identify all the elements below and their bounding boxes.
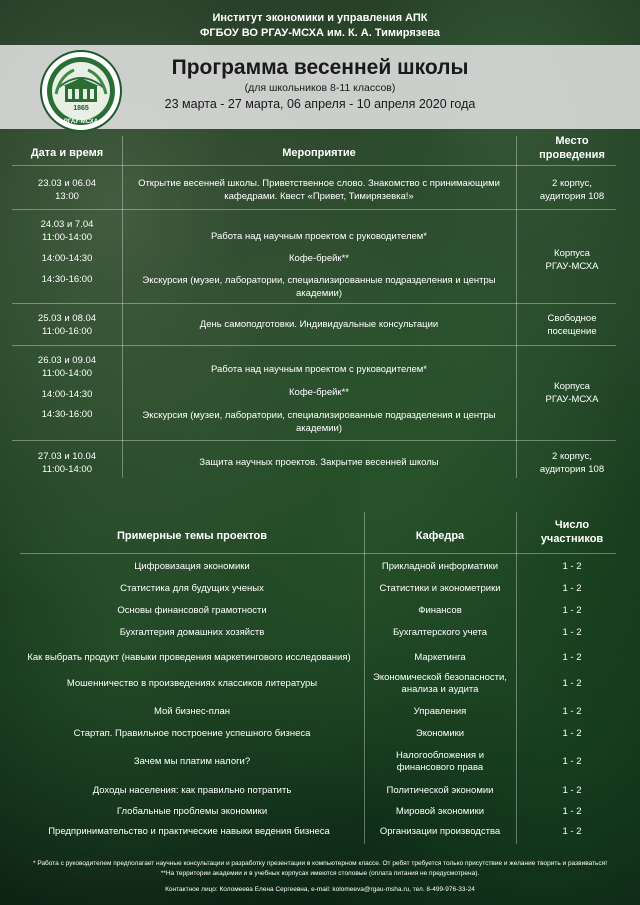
project-topic: Основы финансовой грамотности bbox=[117, 605, 267, 616]
schedule-row-1-date bbox=[12, 177, 122, 203]
place-line: аудитория 108 bbox=[539, 464, 605, 475]
schedule-row-2-date bbox=[12, 218, 122, 244]
institute-line-1: Институт экономики и управления АПК bbox=[212, 12, 428, 24]
place-line: Свободное bbox=[547, 313, 597, 324]
schedule-row-3-date bbox=[12, 312, 122, 338]
place-line: аудитория 108 bbox=[539, 191, 605, 202]
date-line: 24.03 и 7.04 bbox=[40, 219, 94, 230]
project-count: 1 - 2 bbox=[562, 806, 582, 817]
project-count: 1 - 2 bbox=[562, 561, 582, 572]
header-date: Дата и время bbox=[30, 147, 104, 159]
time-line: 13:00 bbox=[55, 191, 79, 202]
footnote-2: **На территории академии и в учебных корпусах имеются столовые (оплата питания не предусмотрена). bbox=[160, 870, 480, 877]
project-dept: Налогообложения и финансового права bbox=[395, 750, 485, 773]
schedule-row-5-date bbox=[12, 450, 122, 476]
project-topic: Бухгалтерия домашних хозяйств bbox=[119, 627, 265, 638]
date-line: 26.03 и 09.04 bbox=[37, 355, 97, 366]
schedule-row-2-event-1: Работа над научным проектом с руководителем* bbox=[210, 231, 428, 242]
project-topic: Глобальные проблемы экономики bbox=[116, 806, 268, 817]
header-place-line-2: проведения bbox=[539, 149, 605, 161]
schedule-rule bbox=[12, 345, 616, 346]
schedule-row-4-event-3: Экскурсия (музеи, лаборатории, специализированные подразделения и центры академии) bbox=[142, 410, 496, 434]
project-count: 1 - 2 bbox=[562, 756, 582, 767]
project-count: 1 - 2 bbox=[562, 627, 582, 638]
page-title: Программа весенней школы bbox=[171, 56, 469, 79]
schedule-rule bbox=[12, 165, 616, 166]
place-line: 2 корпус, bbox=[552, 451, 592, 462]
project-topic: Предпринимательство и практические навыки ведения бизнеса bbox=[48, 826, 330, 837]
place-line: РГАУ-МСХА bbox=[545, 261, 599, 272]
schedule-row-5-place bbox=[516, 450, 628, 476]
project-topic: Зачем мы платим налоги? bbox=[133, 756, 251, 767]
schedule-row-4-time-3: 14:30-16:00 bbox=[41, 409, 93, 420]
schedule-row-4-date bbox=[12, 354, 122, 380]
schedule-row-1-place bbox=[516, 177, 628, 203]
date-line: 25.03 и 08.04 bbox=[37, 313, 97, 324]
header-event: Мероприятие bbox=[282, 147, 356, 159]
projects-header-rule bbox=[20, 553, 616, 554]
schedule-rule bbox=[12, 303, 616, 304]
project-topic: Как выбрать продукт (навыки проведения маркетингового исследования) bbox=[27, 652, 351, 663]
time-line: 11:00-14:00 bbox=[41, 368, 92, 379]
schedule-row-2-event-2: Кофе-брейк** bbox=[289, 253, 349, 264]
schedule-divider-1 bbox=[122, 136, 123, 478]
schedule-row-2-event-3: Экскурсия (музеи, лаборатории, специализированные подразделения и центры академии) bbox=[142, 275, 496, 299]
place-line: Корпуса bbox=[554, 248, 590, 259]
project-topic: Стартап. Правильное построение успешного бизнеса bbox=[73, 728, 311, 739]
header-count-line-2: участников bbox=[540, 533, 604, 545]
place-line: 2 корпус, bbox=[552, 178, 592, 189]
place-line: РГАУ-МСХА bbox=[545, 394, 599, 405]
project-count: 1 - 2 bbox=[562, 706, 582, 717]
project-dept: Мировой экономики bbox=[395, 806, 485, 817]
project-topic: Статистика для будущих ученых bbox=[120, 583, 264, 594]
place-line: посещение bbox=[547, 326, 597, 337]
project-dept: Финансов bbox=[418, 605, 462, 616]
school-dates: 23 марта - 27 марта, 06 апреля - 10 апреля 2020 года bbox=[164, 97, 476, 111]
project-dept: Статистики и эконометрики bbox=[379, 583, 501, 594]
header-topic: Примерные темы проектов bbox=[117, 530, 267, 542]
time-line: 11:00-14:00 bbox=[41, 464, 92, 475]
project-dept: Экономической безопасности, анализа и аудита bbox=[373, 672, 507, 695]
schedule-row-4-place bbox=[516, 380, 628, 406]
time-line: 11:00-14:00 bbox=[41, 232, 92, 243]
contact-line: Контактное лицо: Коломеева Елена Сергеевна, e-mail: kolomeeva@rgau-msha.ru, тел. 8-499-976-33-24 bbox=[165, 886, 475, 893]
institute-line-2: ФГБОУ ВО РГАУ-МСХА им. К. А. Тимирязева bbox=[200, 27, 440, 39]
institute-header bbox=[0, 11, 640, 41]
schedule-rule bbox=[12, 209, 616, 210]
place-line: Корпуса bbox=[554, 381, 590, 392]
time-line: 11:00-16:00 bbox=[41, 326, 92, 337]
page-subtitle: (для школьников 8-11 классов) bbox=[244, 82, 396, 94]
header-place-line-1: Место bbox=[555, 135, 589, 147]
schedule-row-2-place bbox=[516, 247, 628, 273]
schedule-row-4-event-2: Кофе-брейк** bbox=[289, 387, 349, 398]
project-topic: Цифровизация экономики bbox=[134, 561, 250, 572]
header-count-line-1: Число bbox=[554, 519, 590, 531]
title-block bbox=[130, 55, 510, 113]
schedule-row-4-event-1: Работа над научным проектом с руководителем* bbox=[210, 364, 428, 375]
header-dept: Кафедра bbox=[415, 530, 465, 542]
schedule-rule bbox=[12, 440, 616, 441]
project-count: 1 - 2 bbox=[562, 678, 582, 689]
project-dept: Организации производства bbox=[379, 826, 501, 837]
project-topic: Доходы населения: как правильно потратить bbox=[92, 785, 292, 796]
schedule-row-4-time-2: 14:00-14:30 bbox=[41, 389, 93, 400]
project-count: 1 - 2 bbox=[562, 728, 582, 739]
project-topic: Мошенничество в произведениях классиков литературы bbox=[66, 678, 318, 689]
header-place bbox=[516, 134, 628, 162]
university-logo bbox=[40, 50, 122, 132]
schedule-row-1-event: Открытие весенней школы. Приветственное слово. Знакомство с принимающими кафедрами. Квест «Привет, Тимирязевка!» bbox=[138, 178, 500, 202]
date-line: 23.03 и 06.04 bbox=[37, 178, 97, 189]
footnote-1: * Работа с руководителем предполагает научные консультации и разработку презентации в компьютерном классе. От ребят требуется только присутствие и желание творить и развиваться! bbox=[32, 860, 608, 867]
schedule-row-5-event: Защита научных проектов. Закрытие весенней школы bbox=[199, 457, 439, 468]
schedule-row-3-place bbox=[516, 312, 628, 338]
project-count: 1 - 2 bbox=[562, 583, 582, 594]
header-count bbox=[516, 518, 628, 546]
project-dept: Маркетинга bbox=[414, 652, 466, 663]
project-dept: Бухгалтерского учета bbox=[392, 627, 488, 638]
project-topic: Мой бизнес-план bbox=[153, 706, 230, 717]
logo-year: 1865 bbox=[73, 105, 89, 112]
project-dept: Прикладной информатики bbox=[381, 561, 499, 572]
logo-text: РГАУ-МСХА bbox=[63, 119, 99, 125]
project-dept: Управления bbox=[413, 706, 467, 717]
date-line: 27.03 и 10.04 bbox=[37, 451, 97, 462]
project-count: 1 - 2 bbox=[562, 605, 582, 616]
project-count: 1 - 2 bbox=[562, 652, 582, 663]
schedule-row-2-time-2: 14:00-14:30 bbox=[41, 253, 93, 264]
project-count: 1 - 2 bbox=[562, 785, 582, 796]
schedule-row-3-event: День самоподготовки. Индивидуальные консультации bbox=[199, 319, 439, 330]
project-dept: Политической экономии bbox=[386, 785, 494, 796]
project-dept: Экономики bbox=[415, 728, 465, 739]
schedule-row-2-time-3: 14:30-16:00 bbox=[41, 274, 93, 285]
project-count: 1 - 2 bbox=[562, 826, 582, 837]
